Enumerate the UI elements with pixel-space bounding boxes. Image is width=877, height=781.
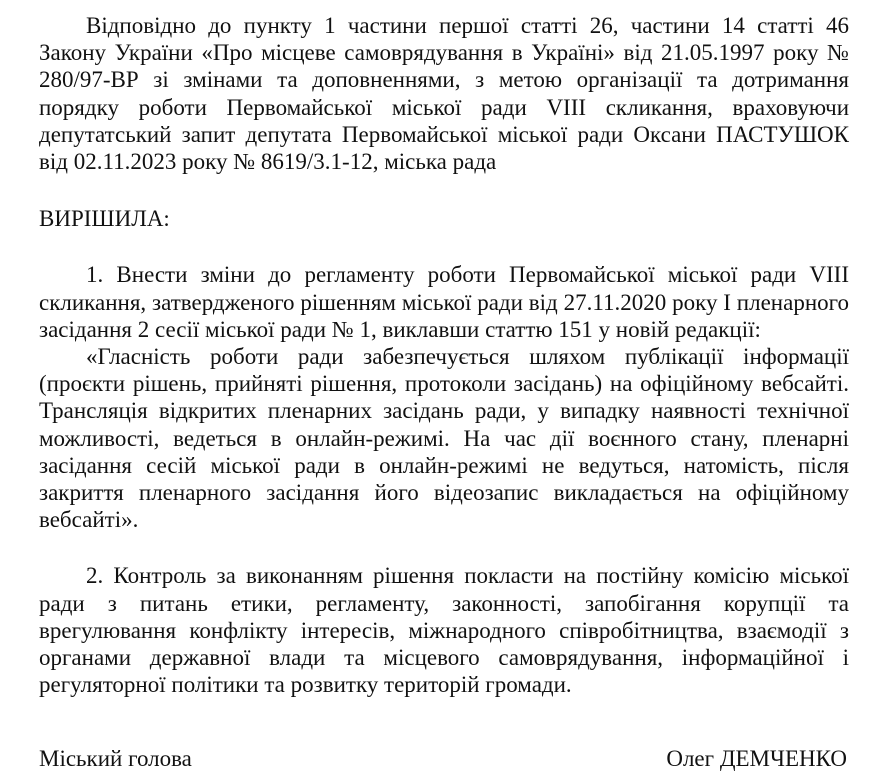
signature-name: Олег ДЕМЧЕНКО xyxy=(666,746,847,771)
item-1-quote: «Гласність роботи ради забезпечується шляхом публікації інформації (проєкти рішень, прийняті рішення, протоколи засідань) на офіційному вебсайті. Трансляція відкритих пленарних засідань ради, у випадку наявності технічної можливості, ведеться в онлайн-режимі. На час дії воєнного стану, пленарні засідання сесій міської ради в онлайн-режимі не ведуться, натомість, після закриття пленарного засідання його відеозапис викладається на офіційному вебсайті». xyxy=(39,344,849,533)
signature-position: Міський голова xyxy=(39,746,192,771)
item-1-paragraph: 1. Внести зміни до регламенту роботи Первомайської міської ради VIII скликання, затвердженого рішенням міської ради від 27.11.2020 року I пленарного засідання 2 сесії міської ради № 1, виклавши статтю 151 у новій редакції: xyxy=(39,262,849,342)
signature-block xyxy=(39,745,847,772)
document-body xyxy=(39,0,849,698)
preamble-paragraph: Відповідно до пункту 1 частини першої статті 26, частини 14 статті 46 Закону України «Про місцеве самоврядування в Україні» від 21.05.1997 року № 280/97-ВР зі змінами та доповненнями, з метою організації та дотримання порядку роботи Первомайської міської ради VIII скликання, враховуючи депутатський запит депутата Первомайської міської ради Оксани ПАСТУШОК від 02.11.2023 року № 8619/3.1-12, міська рада xyxy=(39,13,849,175)
decided-heading: ВИРІШИЛА: xyxy=(39,206,170,232)
item-2-paragraph: 2. Контроль за виконанням рішення покласти на постійну комісію міської ради з питань етики, регламенту, законності, запобігання корупції та врегулювання конфлікту інтересів, міжнародного співробітництва, взаємодії з органами державної влади та місцевого самоврядування, інформаційної і регуляторної політики та розвитку територій громади. xyxy=(39,563,849,698)
